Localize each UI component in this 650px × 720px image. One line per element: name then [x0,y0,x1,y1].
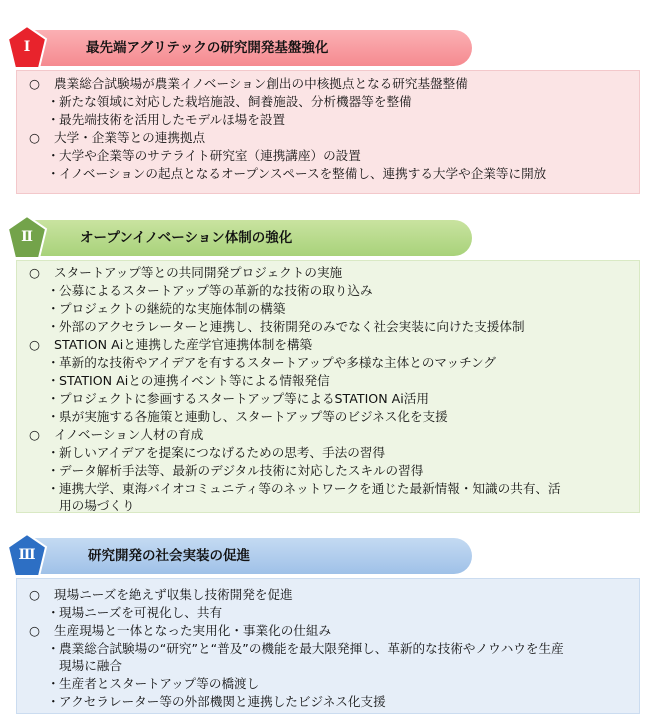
section-2-line-14: 用の場づくり [59,498,135,513]
section-2-line-12: ・データ解析手法等、最新のデジタル技術に対応したスキルの習得 [47,463,424,478]
section-1-line-6: ・イノベーションの起点となるオープンスペースを整備し、連携する大学や企業等に開放 [47,166,547,181]
section-3-badge [6,532,48,578]
section-1-line-5: ・大学や企業等のサテライト研究室（連携講座）の設置 [47,148,361,163]
section-2-box [16,260,640,513]
section-1-header [10,30,472,66]
section-3-line-5: 現場に融合 [59,658,122,673]
section-2-line-6: ・革新的な技術やアイデアを有するスタートアップや多様な主体とのマッチング [47,355,497,370]
section-3-header [10,538,472,574]
section-2-line-10: ○ イノベーション人材の育成 [29,427,204,442]
section-3-title: 研究開発の社会実装の促進 [88,548,250,564]
section-3-line-4: ・農業総合試験場の“研究”と“普及”の機能を最大限発揮し、革新的な技術やノウハウを生産 [47,641,564,656]
section-1-badge [6,24,48,70]
section-2-line-13: ・連携大学、東海バイオコミュニティ等のネットワークを通じた最新情報・知識の共有、活 [47,481,561,496]
section-2-title: オープンイノベーション体制の強化 [80,230,293,246]
section-1-line-2: ・新たな領域に対応した栽培施設、飼養施設、分析機器等を整備 [47,94,412,109]
section-2-badge [6,214,48,260]
section-1-line-3: ・最先端技術を活用したモデルほ場を設置 [47,112,286,127]
section-3-line-7: ・アクセラレーター等の外部機関と連携したビジネス化支援 [47,694,386,709]
section-1-line-1: ○ 農業総合試験場が農業イノベーション創出の中核拠点となる研究基盤整備 [29,76,468,91]
section-2-line-2: ・公募によるスタートアップ等の革新的な技術の取り込み [47,283,373,298]
section-3-line-1: ○ 現場ニーズを絶えず収集し技術開発を促進 [29,587,293,602]
section-1-numeral: Ⅰ [23,39,31,55]
section-3-numeral: Ⅲ [18,547,36,563]
section-3-line-6: ・生産者とスタートアップ等の橋渡し [47,676,260,691]
section-2-line-7: ・STATION Aiとの連携イベント等による情報発信 [47,373,330,388]
section-2-line-4: ・外部のアクセラレーターと連携し、技術開発のみでなく社会実装に向けた支援体制 [47,319,525,334]
section-1-line-4: ○ 大学・企業等との連携拠点 [29,130,206,145]
section-2-line-1: ○ スタートアップ等との共同開発プロジェクトの実施 [29,265,343,280]
section-1-title: 最先端アグリテックの研究開発基盤強化 [86,40,329,56]
section-2-line-9: ・県が実施する各施策と連動し、スタートアップ等のビジネス化を支援 [47,409,448,424]
section-1-box [16,70,640,194]
section-3-box [16,578,640,714]
section-2-header [10,220,472,256]
section-3-line-2: ・現場ニーズを可視化し、共有 [47,605,223,620]
section-3-line-3: ○ 生産現場と一体となった実用化・事業化の仕組み [29,623,332,638]
section-2-line-11: ・新しいアイデアを提案につなげるための思考、手法の習得 [47,445,386,460]
section-2-line-3: ・プロジェクトの継続的な実施体制の構築 [47,301,286,316]
section-2-line-8: ・プロジェクトに参画するスタートアップ等によるSTATION Ai活用 [47,391,429,406]
section-2-line-5: ○ STATION Aiと連携した産学官連携体制を構築 [29,337,313,352]
section-2-numeral: Ⅱ [21,229,33,245]
